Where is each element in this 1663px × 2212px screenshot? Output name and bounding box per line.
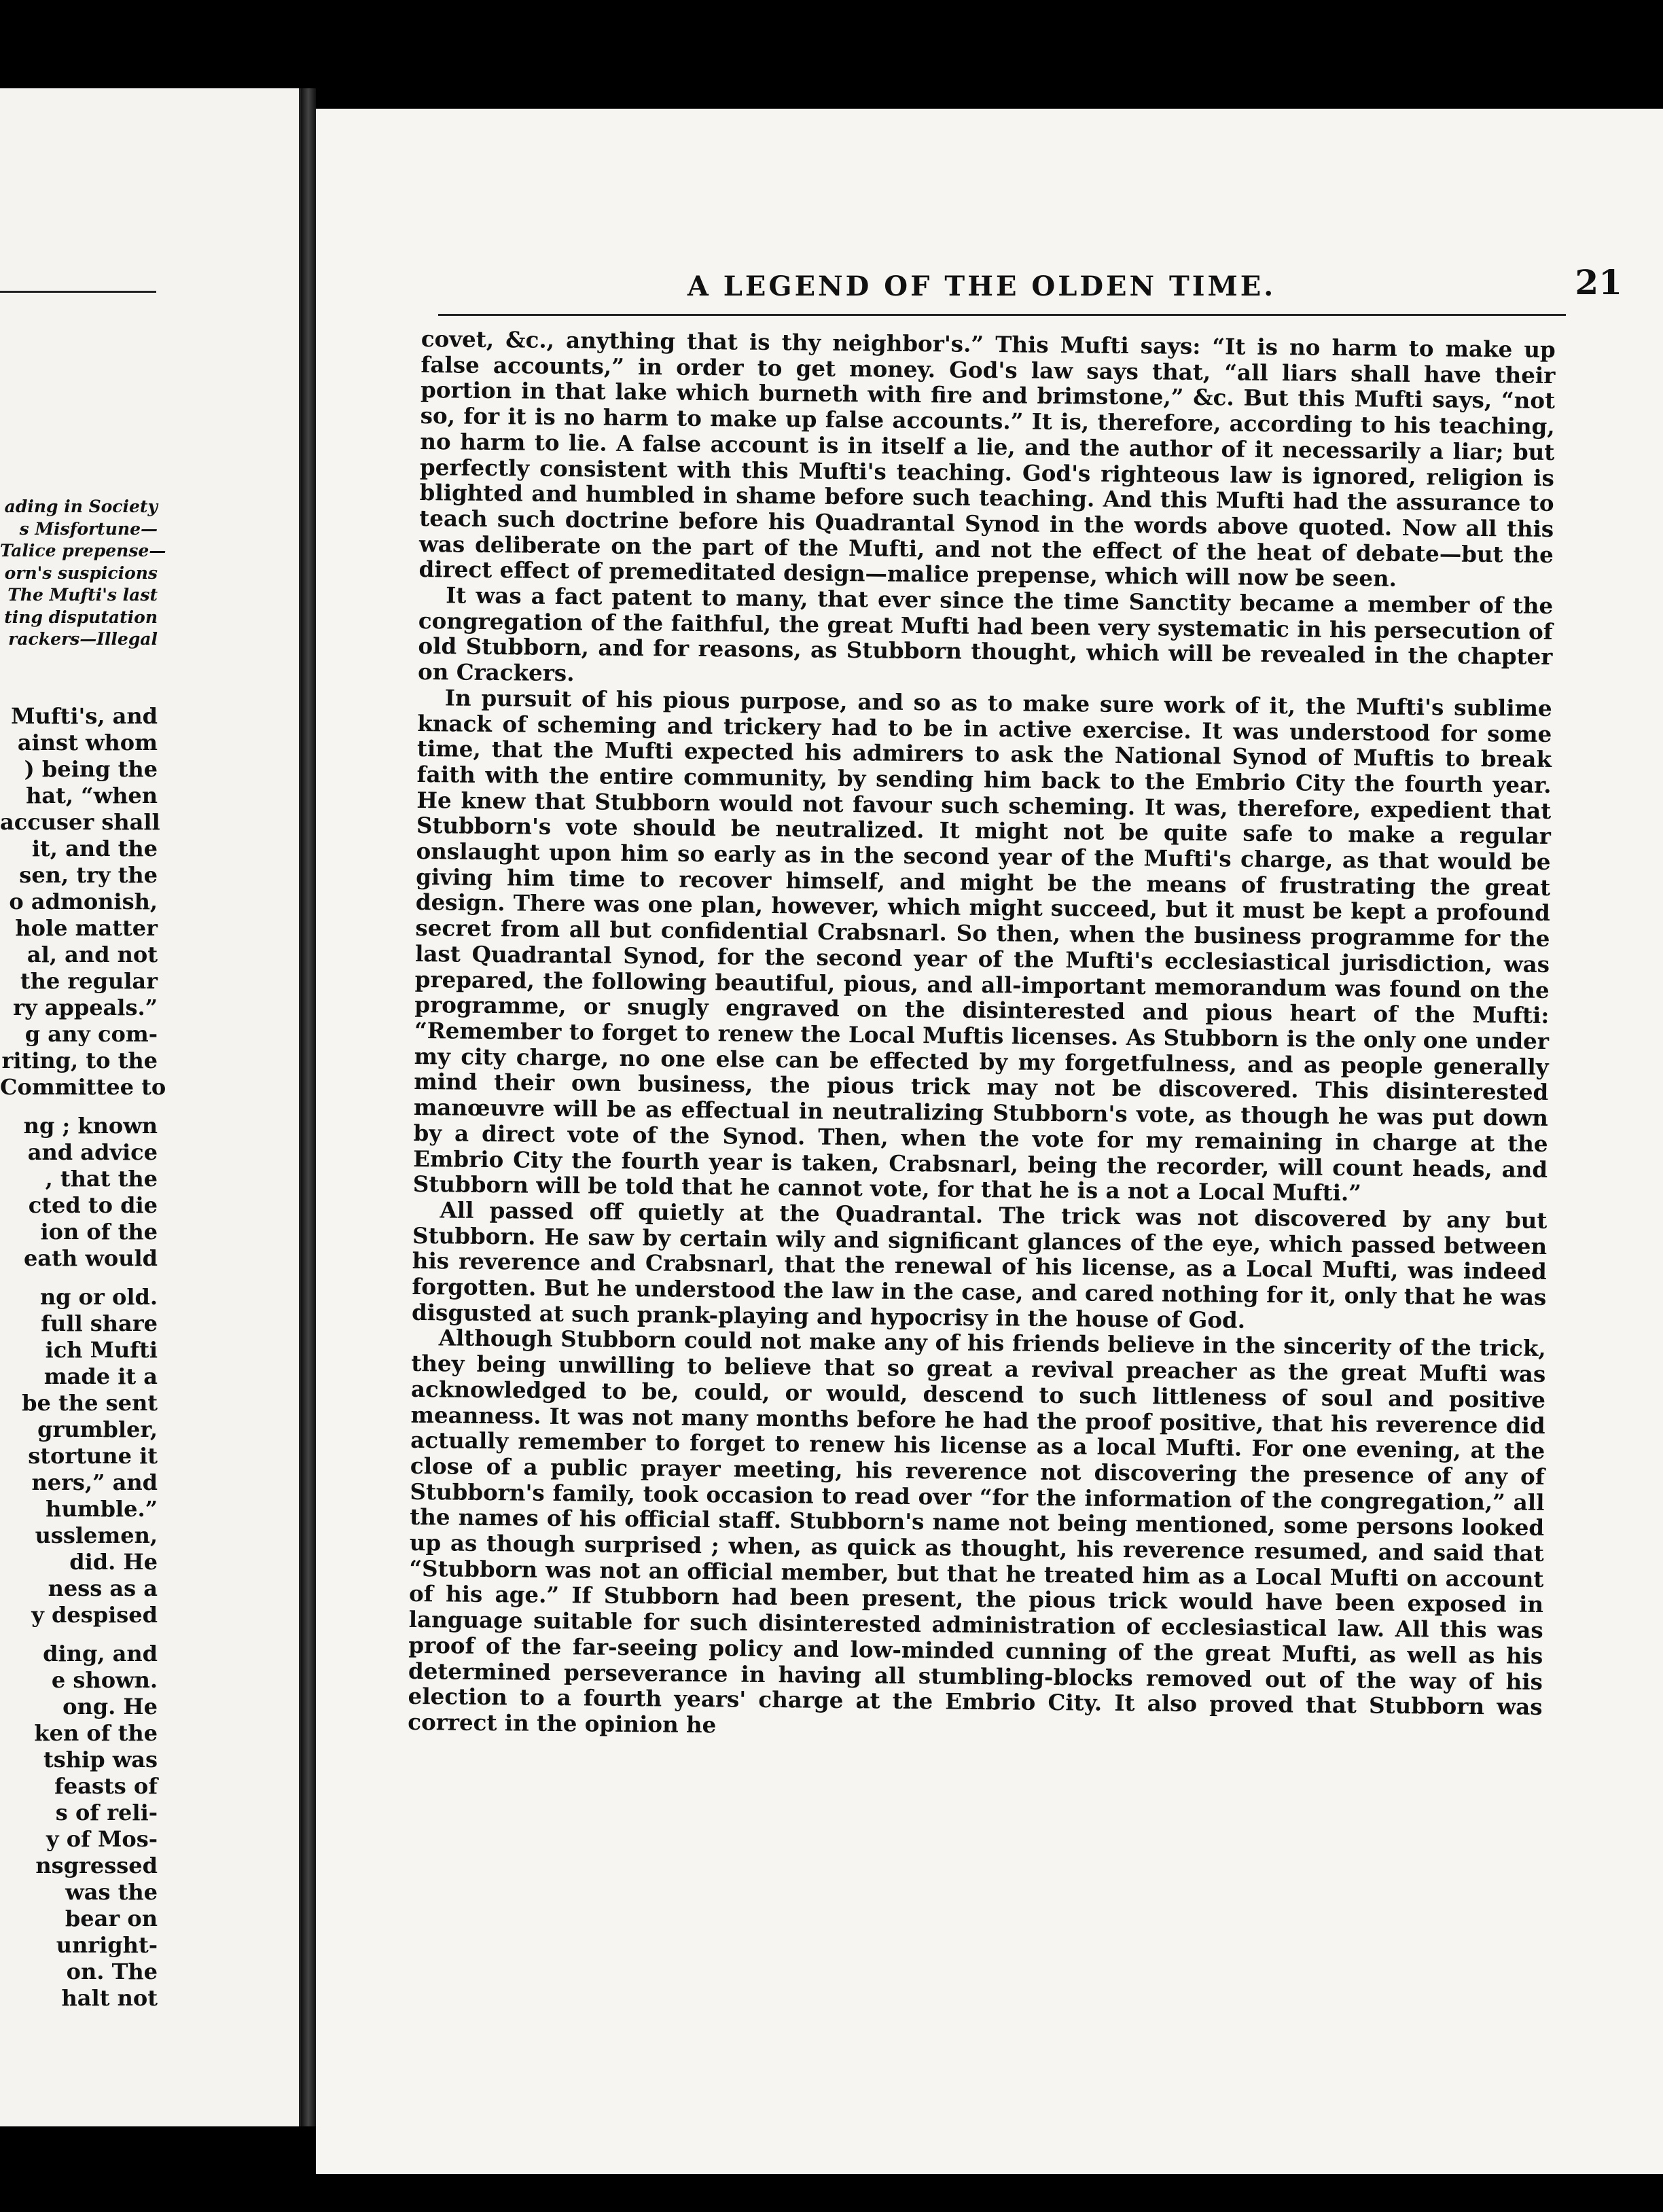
left-body-line: sen, try the bbox=[19, 862, 158, 888]
paragraph: All passed off quietly at the Quadrantal. The trick was not discovered by any but Stubborn. He saw by certain wily and significant glances of the eye, which passed between his reverence and Crabsnarl, that the renewal of his license, as a Local Mufti, was indeed forgotten. But he understood the law in the case, and cared nothing for it, only that he was disgusted at such prank-playing and hypocrisy in the house of God. bbox=[411, 1196, 1548, 1334]
left-body-line: Mufti's, and bbox=[11, 703, 158, 729]
left-body-line: e shown. bbox=[51, 1667, 158, 1693]
left-synopsis-line: orn's suspicions bbox=[4, 563, 158, 583]
left-body-line: accuser shall bbox=[0, 809, 160, 835]
running-header-title: A LEGEND OF THE OLDEN TIME. bbox=[687, 270, 1276, 302]
left-body-line: full share bbox=[41, 1310, 158, 1336]
left-body-line: unright- bbox=[56, 1932, 158, 1958]
paragraph: Although Stubborn could not make any of his friends believe in the sincerity of the trick, they being unwilling to believe that so great a revival preacher as the great Mufti was acknowledged to be, could, or would, descend to such littleness of soul and positive meanness. It was not many months before he had the proof positive, that his reverence did actually remember to forget to renew his license as a local Mufti. For one evening, at the close of a public prayer meeting, his reverence not discovering the presence of any of Stubborn's family, took occasion to read over “for the information of the congregation,” all the names of his official staff. Stubborn's name not being mentioned, some persons looked up as though surprised ; when, as quick as thought, his reverence resumed, and said that “Stubborn was not an official member, but that he treated him as a Local Mufti on account of his age.” If Stubborn had been present, the pious trick would have been exposed in language suitable for such disinterested administration of ecclesiastical law. All this was proof of the far-seeing policy and low-minded cunning of the great Mufti, as well as his determined perseverance in having all stumbling-blocks removed out of the way of his election to a fourth years' charge at the Embrio City. It also proved that Stubborn was correct in the opinion he bbox=[408, 1324, 1546, 1738]
left-body-line: Committee to bbox=[0, 1074, 166, 1100]
page-number: 21 bbox=[1575, 262, 1622, 302]
header-rule bbox=[438, 314, 1566, 316]
left-synopsis-line: Talice prepense— bbox=[0, 541, 166, 560]
left-synopsis-line: rackers—Illegal bbox=[8, 629, 158, 649]
paragraph: covet, &c., anything that is thy neighbor's.” This Mufti says: “It is no harm to make up false accounts,” in order to get money. God's law says that, “all liars shall have their portion in that lake which burneth with fire and brimstone,” &c. But this Mufti says, “not so, for it is no harm to make up false accounts.” It is, therefore, according to his teaching, no harm to lie. A false account is in itself a lie, and the author of it necessarily a liar; but perfectly consistent with this Mufti's teaching. God's righteous law is ignored, religion is blighted and humbled in shame before such teaching. And this Mufti had the assurance to teach such doctrine before his Quadrantal Synod in the words above quoted. Now all this was deliberate on the part of the Mufti, and not the effect of the heat of debate—but the direct effect of premeditated design—malice prepense, which will now be seen. bbox=[418, 325, 1556, 592]
left-body-line: o admonish, bbox=[9, 889, 158, 914]
book-gutter bbox=[301, 88, 316, 2126]
left-body-line: , that the bbox=[45, 1166, 158, 1192]
left-body-line: y of Mos- bbox=[46, 1826, 158, 1852]
left-synopsis-line: ading in Society bbox=[4, 497, 158, 516]
left-body-line: hole matter bbox=[15, 915, 158, 941]
left-body-line: bear on bbox=[65, 1906, 158, 1931]
left-body-line: ong. He bbox=[62, 1694, 158, 1719]
left-body-line: ich Mufti bbox=[45, 1337, 158, 1363]
left-body-line: be the sent bbox=[22, 1390, 158, 1416]
left-body-line: ng or old. bbox=[39, 1284, 158, 1310]
left-synopsis-line: s Misfortune— bbox=[19, 518, 158, 539]
left-body-line: ainst whom bbox=[17, 730, 158, 755]
paragraph: In pursuit of his pious purpose, and so as to make sure work of it, the Mufti's sublime knack of scheming and trickery had to be in active exercise. It was understood for some time, that the Mufti expected his admirers to ask the National Synod of Muftis to break faith with the entire community, by sending him back to the Embrio City the fourth year. He knew that Stubborn would not favour such scheming. It was, therefore, expedient that Stubborn's vote should be neutralized. It might not be quite safe to make a regular onslaught upon him so early as in the second year of the Mufti's charge, as that would be giving him time to recover himself, and might be the means of frustrating the great design. There was one plan, however, which might succeed, but it must be kept a profound secret from all but confidential Crabsnarl. So then, when the business programme for the last Quadrantal Synod, for the second year of the Mufti's ecclesiastical jurisdiction, was prepared, the following beautiful, pious, and all-important memorandum was found on the programme, or snugly engraved on the disinterested and pious heart of the Mufti: “Remember to forget to renew the Local Muftis licenses. As Stubborn is the only one under my city charge, no one else can be effected by my forgetfulness, and as people generally mind their own business, the pious trick may not be discovered. This disinterested manœuvre will be as effectual in neutralizing Stubborn's vote, as though he was put down by a direct vote of the Synod. Then, when the vote for my remaining in charge at the Embrio City the fourth year is taken, Crabsnarl, being the recorder, will count heads, and Stubborn will be told that he cannot vote, for that he is a not a Local Mufti.” bbox=[412, 684, 1552, 1207]
left-body-text bbox=[0, 703, 166, 2012]
left-synopsis-line: ting disputation bbox=[4, 607, 158, 627]
left-body-line: tship was bbox=[43, 1747, 158, 1772]
left-body-line: ners,” and bbox=[31, 1469, 158, 1495]
left-body-line: ness as a bbox=[48, 1575, 158, 1601]
left-body-line: stortune it bbox=[28, 1443, 158, 1469]
left-body-line: halt not bbox=[61, 1985, 158, 2011]
left-body-line: ion of the bbox=[40, 1219, 158, 1245]
left-body-line: riting, to the bbox=[1, 1048, 158, 1073]
body-text bbox=[408, 326, 1556, 1746]
left-body-line: eath would bbox=[24, 1245, 158, 1271]
left-body-line: was the bbox=[65, 1879, 158, 1905]
left-body-line: and advice bbox=[27, 1139, 158, 1165]
left-body-line: ry appeals.” bbox=[13, 995, 158, 1020]
left-body-line: nsgressed bbox=[35, 1853, 158, 1878]
left-body-line: g any com- bbox=[24, 1021, 158, 1047]
left-page bbox=[0, 88, 301, 2126]
left-body-line: the regular bbox=[20, 968, 158, 994]
left-body-line: ) being the bbox=[24, 756, 158, 782]
left-body-line: cted to die bbox=[28, 1192, 158, 1218]
left-body-line: on. The bbox=[66, 1959, 158, 1984]
left-synopsis-line: The Mufti's last bbox=[7, 585, 158, 605]
right-page bbox=[316, 109, 1663, 2174]
paragraph: It was a fact patent to many, that ever since the time Sanctity became a member of the congregation of the faithful, the great Mufti had been very systematic in his persecution of old Stubborn, and for reasons, as Stubborn thought, which will be revealed in the chapter on Crackers. bbox=[417, 582, 1554, 687]
left-body-line: ng ; known bbox=[23, 1113, 158, 1139]
left-body-line: grumbler, bbox=[37, 1416, 158, 1442]
left-body-line: ding, and bbox=[43, 1641, 158, 1666]
left-body-line: it, and the bbox=[31, 836, 158, 861]
left-chapter-synopsis bbox=[0, 496, 166, 651]
left-body-line: s of reli- bbox=[55, 1800, 158, 1825]
left-body-line: made it a bbox=[43, 1363, 158, 1389]
left-body-line: ken of the bbox=[34, 1720, 158, 1746]
left-header-rule bbox=[0, 291, 156, 293]
left-body-line: feasts of bbox=[54, 1773, 158, 1799]
left-body-line: hat, “when bbox=[26, 783, 158, 808]
left-body-line: al, and not bbox=[26, 942, 158, 967]
left-body-line: y despised bbox=[31, 1602, 158, 1628]
left-body-line: usslemen, bbox=[35, 1522, 158, 1548]
left-body-line: humble.” bbox=[46, 1496, 158, 1522]
left-body-line: did. He bbox=[69, 1549, 158, 1575]
